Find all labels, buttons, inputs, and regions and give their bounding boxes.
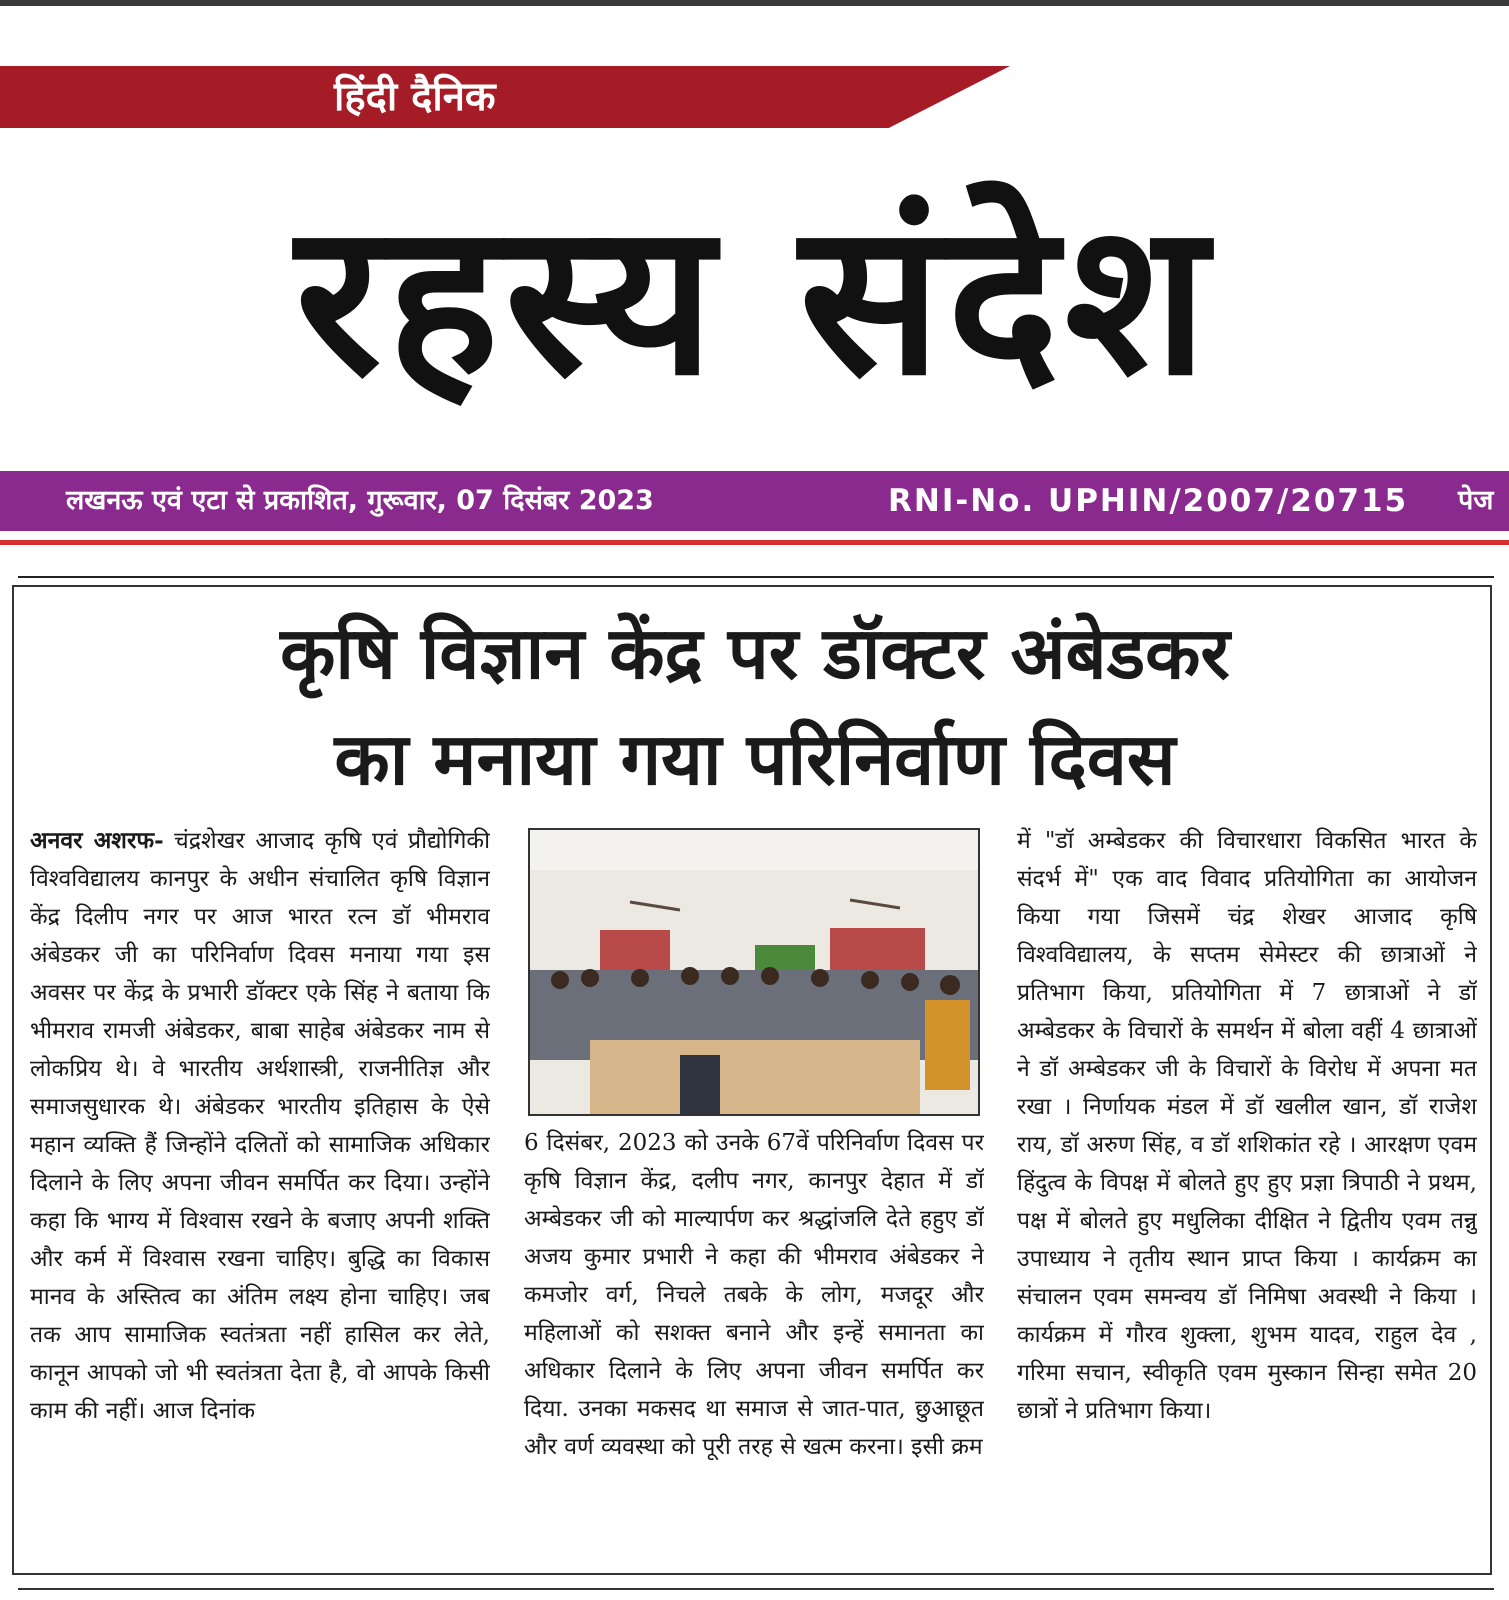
- headline-line-2: का मनाया गया परिनिर्वाण दिवस: [334, 717, 1176, 801]
- headline-line-1: कृषि विज्ञान केंद्र पर डॉक्टर अंबेडकर: [280, 611, 1230, 695]
- article-column-3: में "डॉ अम्बेडकर की विचारधारा विकसित भारत के संदर्भ में" एक वाद विवाद प्रतियोगिता का आयोजन किया गया जिसमें चंद्र शेखर आजाद कृषि विश्वविद्यालय, के सप्तम सेमेस्टर की छात्राओं ने प्रतिभाग किया, प्रतियोगिता में 7 छात्राओं ने डॉ अम्बेडकर के विचारों के समर्थन में बोला वहीं 4 छात्राओं ने डॉ अम्बेडकर जी के विचारों के विरोध में अपना मत रखा । निर्णायक मंडल में डॉ खलील खान, डॉ राजेश राय, डॉ अरुण सिंह, व डॉ शशिकांत रहे । आरक्षण एवम हिंदुत्व के विपक्ष में बोलते हुए हुए प्रज्ञा त्रिपाठी ने प्रथम, पक्ष में बोलते हुए मधुलिका दीक्षित ने द्वितीय एवम तन्नु उपाध्याय ने तृतीय स्थान प्राप्त किया । कार्यक्रम का संचालन एवम समन्वय डॉ निमिषा अवस्थी ने किया । कार्यक्रम में गौरव शुक्ला, शुभम यादव, राहुल देव , गरिमा सचान, स्वीकृति एवम मुस्कान सिन्हा समेत 20 छात्रों ने प्रतिभाग किया।: [1017, 828, 1477, 1424]
- event-photo: [528, 828, 980, 1116]
- accent-rule: [0, 540, 1509, 545]
- divider-rule: [18, 576, 1494, 578]
- article-column-2: 6 दिसंबर, 2023 को उनके 67वें परिनिर्वाण दिवस पर कृषि विज्ञान केंद्र, दलीप नगर, कानपुर देहात में डॉ अम्बेडकर जी को माल्यार्पण कर श्रद्धांजलि देते हहुए डॉ अजय कुमार प्रभारी ने कहा की भीमराव अंबेडकर ने कमजोर वर्ग, निचले तबके के लोग, मजदूर और महिलाओं को सशक्त बनाने और इन्हें समानता का अधिकार दिलाने के लिए अपना जीवन समर्पित कर दिया. उनका मकसद था समाज से जात-पात, छुआछूत और वर्ण व्यवस्था को पूरी तरह से खत्म करना। इसी क्रम: [524, 1130, 984, 1460]
- rni-number: RNI-No. UPHIN/2007/20715: [888, 483, 1409, 519]
- ribbon-banner: [0, 66, 1010, 128]
- article-headline: [20, 600, 1490, 812]
- page-label: पेज: [1458, 485, 1494, 516]
- byline: अनवर अशरफ-: [30, 827, 164, 854]
- ribbon-label: हिंदी दैनिक: [334, 74, 496, 120]
- event-photo-illustration: [530, 830, 978, 1114]
- top-rule: [0, 0, 1509, 6]
- column-1-text: चंद्रशेखर आजाद कृषि एवं प्रौद्योगिकी विश्वविद्यालय कानपुर के अधीन संचालित कृषि विज्ञान केंद्र दिलीप नगर पर आज भारत रत्न डॉ भीमराव अंबेडकर जी का परिनिर्वाण दिवस मनाया गया इस अवसर पर केंद्र के प्रभारी डॉक्टर एके सिंह ने बताया कि भीमराव रामजी अंबेडकर, बाबा साहेब अंबेडकर नाम से लोकप्रिय थे। वे भारतीय अर्थशास्त्री, राजनीतिज्ञ और समाजसुधारक थे। अंबेडकर भारतीय इतिहास के ऐसे महान व्यक्ति हैं जिन्होंने दलितों को सामाजिक अधिकार दिलाने के लिए अपना जीवन समर्पित कर दिया। उन्होंने कहा कि भाग्य में विश्वास रखने के बजाए अपनी शक्ति और कर्म में विश्वास रखना चाहिए। बुद्धि का विकास मानव के अस्तित्व का अंतिम लक्ष्य होना चाहिए। जब तक आप सामाजिक स्वतंत्रता नहीं हासिल कर लेते, कानून आपको जो भी स्वतंत्रता देता है, वो आपके किसी काम की नहीं। आज दिनांक: [30, 828, 490, 1424]
- bottom-rule: [18, 1588, 1494, 1590]
- article-column-1: [30, 822, 490, 1562]
- publication-info: लखनऊ एवं एटा से प्रकाशित, गुरूवार, 07 दिसंबर 2023: [66, 485, 654, 516]
- newspaper-masthead: रहस्य संदेश: [295, 177, 1214, 422]
